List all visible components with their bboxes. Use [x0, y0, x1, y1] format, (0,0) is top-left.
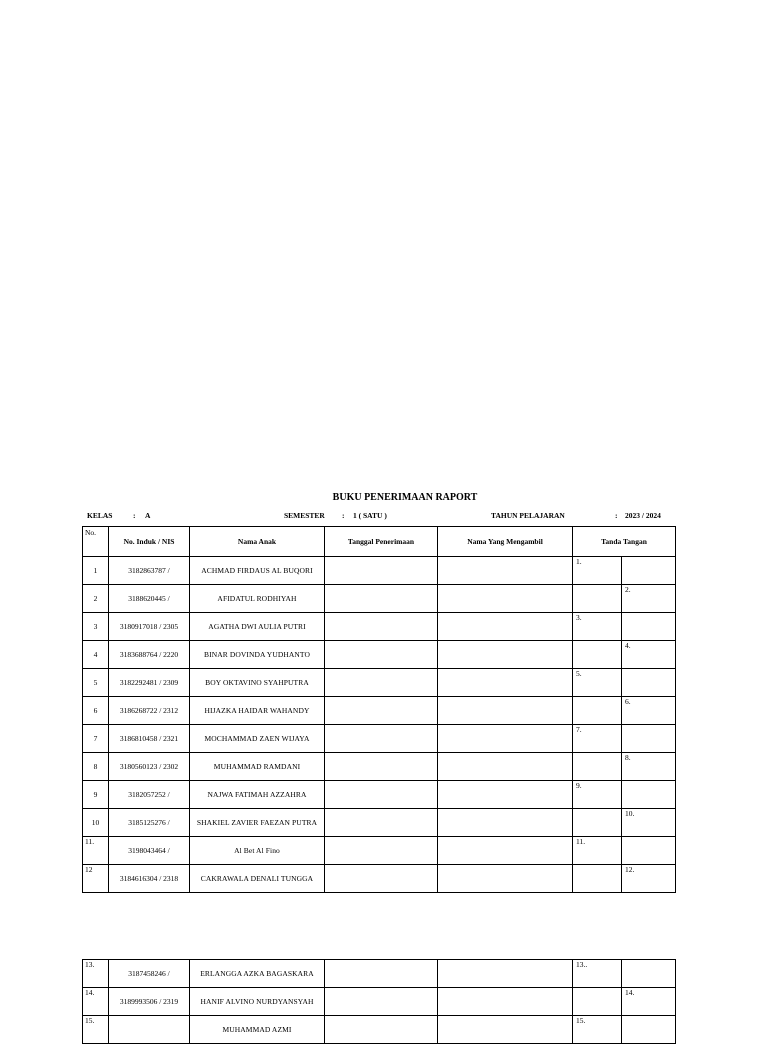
row-nis: 3186810458 / 2321	[109, 725, 190, 753]
row-nis: 3182863787 /	[109, 557, 190, 585]
row-nama-anak: BOY OKTAVINO SYAHPUTRA	[190, 669, 325, 697]
table-row	[83, 781, 676, 809]
row-no: 9	[83, 781, 109, 809]
signature-number: 3.	[576, 613, 582, 622]
row-ttd-right	[622, 641, 676, 669]
row-no: 14.	[83, 988, 109, 1016]
signature-number: 13..	[576, 960, 588, 969]
row-nama-anak: HIJAZKA HAIDAR WAHANDY	[190, 697, 325, 725]
signature-number: 11.	[576, 837, 586, 846]
row-ttd-left	[573, 988, 622, 1016]
row-ttd-right	[622, 557, 676, 585]
table-row	[83, 865, 676, 893]
row-tanggal	[325, 960, 438, 988]
row-ttd-right	[622, 988, 676, 1016]
row-nama-pengambil	[438, 585, 573, 613]
col-nama-pengambil: Nama Yang Mengambil	[438, 527, 573, 557]
signature-number: 7.	[576, 725, 582, 734]
row-nama-anak: Al Bet Al Fino	[190, 837, 325, 865]
signature-number: 5.	[576, 669, 582, 678]
row-no: 3	[83, 613, 109, 641]
row-nis	[109, 1016, 190, 1044]
table-row	[83, 669, 676, 697]
row-nama-pengambil	[438, 725, 573, 753]
row-no: 4	[83, 641, 109, 669]
signature-number: 10.	[625, 809, 635, 818]
table-row	[83, 1016, 676, 1044]
receipt-table-continued	[82, 959, 676, 1044]
table-row	[83, 613, 676, 641]
row-no: 6	[83, 697, 109, 725]
row-ttd-left	[573, 960, 622, 988]
signature-number: 12.	[625, 865, 635, 874]
semester-value: 1 ( SATU )	[353, 511, 387, 520]
row-nis: 3183688764 / 2220	[109, 641, 190, 669]
row-nama-pengambil	[438, 837, 573, 865]
row-no: 12	[83, 865, 109, 893]
row-ttd-left	[573, 725, 622, 753]
row-ttd-left	[573, 669, 622, 697]
row-ttd-left	[573, 641, 622, 669]
row-nis: 3184616304 / 2318	[109, 865, 190, 893]
row-ttd-right	[622, 781, 676, 809]
row-no: 5	[83, 669, 109, 697]
row-tanggal	[325, 669, 438, 697]
row-nama-anak: NAJWA FATIMAH AZZAHRA	[190, 781, 325, 809]
semester-label: SEMESTER	[284, 511, 325, 520]
table-row	[83, 641, 676, 669]
row-ttd-left	[573, 809, 622, 837]
row-ttd-right	[622, 809, 676, 837]
row-no: 1	[83, 557, 109, 585]
row-tanggal	[325, 585, 438, 613]
kelas-label: KELAS	[87, 511, 113, 520]
signature-number: 1.	[576, 557, 582, 566]
table-header-row	[83, 527, 676, 557]
row-ttd-right	[622, 753, 676, 781]
row-nama-pengambil	[438, 669, 573, 697]
row-no: 15.	[83, 1016, 109, 1044]
row-no: 7	[83, 725, 109, 753]
tahun-value: 2023 / 2024	[625, 511, 661, 520]
row-tanggal	[325, 613, 438, 641]
row-nama-anak: MOCHAMMAD ZAEN WIJAYA	[190, 725, 325, 753]
row-ttd-left	[573, 781, 622, 809]
row-nama-pengambil	[438, 641, 573, 669]
row-nis: 3186268722 / 2312	[109, 697, 190, 725]
page-title: BUKU PENERIMAAN RAPORT	[332, 492, 478, 503]
signature-number: 4.	[625, 641, 631, 650]
table-row	[83, 557, 676, 585]
row-nis: 3185125276 /	[109, 809, 190, 837]
row-ttd-right	[622, 960, 676, 988]
row-nis: 3180560123 / 2302	[109, 753, 190, 781]
table-row	[83, 697, 676, 725]
table-row	[83, 837, 676, 865]
row-nis: 3188620445 /	[109, 585, 190, 613]
row-tanggal	[325, 781, 438, 809]
row-nis: 3198043464 /	[109, 837, 190, 865]
row-ttd-right	[622, 585, 676, 613]
row-nama-pengambil	[438, 697, 573, 725]
row-no: 2	[83, 585, 109, 613]
row-no: 8	[83, 753, 109, 781]
row-tanggal	[325, 865, 438, 893]
kelas-sep: :	[133, 511, 136, 520]
row-ttd-right	[622, 669, 676, 697]
row-nama-anak: AFIDATUL RODHIYAH	[190, 585, 325, 613]
row-nama-pengambil	[438, 781, 573, 809]
row-ttd-left	[573, 1016, 622, 1044]
tahun-sep: :	[615, 511, 618, 520]
signature-number: 15.	[576, 1016, 586, 1025]
row-nama-pengambil	[438, 557, 573, 585]
row-no: 10	[83, 809, 109, 837]
row-ttd-right	[622, 697, 676, 725]
col-tanda-tangan: Tanda Tangan	[573, 527, 676, 557]
kelas-value: A	[145, 511, 151, 520]
row-ttd-right	[622, 613, 676, 641]
row-ttd-left	[573, 585, 622, 613]
row-ttd-right	[622, 1016, 676, 1044]
row-ttd-left	[573, 753, 622, 781]
receipt-table	[82, 526, 676, 893]
row-nama-pengambil	[438, 753, 573, 781]
row-nama-anak: CAKRAWALA DENALI TUNGGA	[190, 865, 325, 893]
row-ttd-left	[573, 557, 622, 585]
row-nama-pengambil	[438, 613, 573, 641]
row-tanggal	[325, 988, 438, 1016]
row-nama-anak: ERLANGGA AZKA BAGASKARA	[190, 960, 325, 988]
col-nama-anak: Nama Anak	[190, 527, 325, 557]
row-ttd-right	[622, 837, 676, 865]
row-nama-anak: BINAR DOVINDA YUDHANTO	[190, 641, 325, 669]
table-row	[83, 960, 676, 988]
row-tanggal	[325, 725, 438, 753]
row-ttd-left	[573, 613, 622, 641]
row-tanggal	[325, 1016, 438, 1044]
row-nis: 3187458246 /	[109, 960, 190, 988]
row-nama-pengambil	[438, 809, 573, 837]
row-nis: 3180917018 / 2305	[109, 613, 190, 641]
table-row	[83, 988, 676, 1016]
row-nis: 3182292481 / 2309	[109, 669, 190, 697]
row-tanggal	[325, 697, 438, 725]
row-nis: 3182057252 /	[109, 781, 190, 809]
row-tanggal	[325, 809, 438, 837]
col-no: No.	[83, 527, 109, 557]
row-tanggal	[325, 753, 438, 781]
row-ttd-left	[573, 865, 622, 893]
row-nama-anak: MUHAMMAD RAMDANI	[190, 753, 325, 781]
signature-number: 6.	[625, 697, 631, 706]
table-row	[83, 585, 676, 613]
signature-number: 9.	[576, 781, 582, 790]
row-nama-anak: ACHMAD FIRDAUS AL BUQORI	[190, 557, 325, 585]
table-row	[83, 809, 676, 837]
row-nama-anak: SHAKIEL ZAVIER FAEZAN PUTRA	[190, 809, 325, 837]
tahun-label: TAHUN PELAJARAN	[491, 511, 565, 520]
row-nis: 3189993506 / 2319	[109, 988, 190, 1016]
row-nama-pengambil	[438, 960, 573, 988]
row-nama-pengambil	[438, 865, 573, 893]
col-tanggal: Tanggal Penerimaan	[325, 527, 438, 557]
signature-number: 8.	[625, 753, 631, 762]
signature-number: 2.	[625, 585, 631, 594]
row-tanggal	[325, 557, 438, 585]
row-nama-pengambil	[438, 1016, 573, 1044]
row-ttd-right	[622, 725, 676, 753]
table-row	[83, 753, 676, 781]
col-nis: No. Induk / NIS	[109, 527, 190, 557]
row-no: 13.	[83, 960, 109, 988]
row-nama-anak: AGATHA DWI AULIA PUTRI	[190, 613, 325, 641]
signature-number: 14.	[625, 988, 635, 997]
row-ttd-left	[573, 837, 622, 865]
row-tanggal	[325, 641, 438, 669]
row-nama-pengambil	[438, 988, 573, 1016]
row-nama-anak: HANIF ALVINO NURDYANSYAH	[190, 988, 325, 1016]
row-tanggal	[325, 837, 438, 865]
row-ttd-right	[622, 865, 676, 893]
row-nama-anak: MUHAMMAD AZMI	[190, 1016, 325, 1044]
row-ttd-left	[573, 697, 622, 725]
table-row	[83, 725, 676, 753]
row-no: 11.	[83, 837, 109, 865]
semester-sep: :	[342, 511, 345, 520]
